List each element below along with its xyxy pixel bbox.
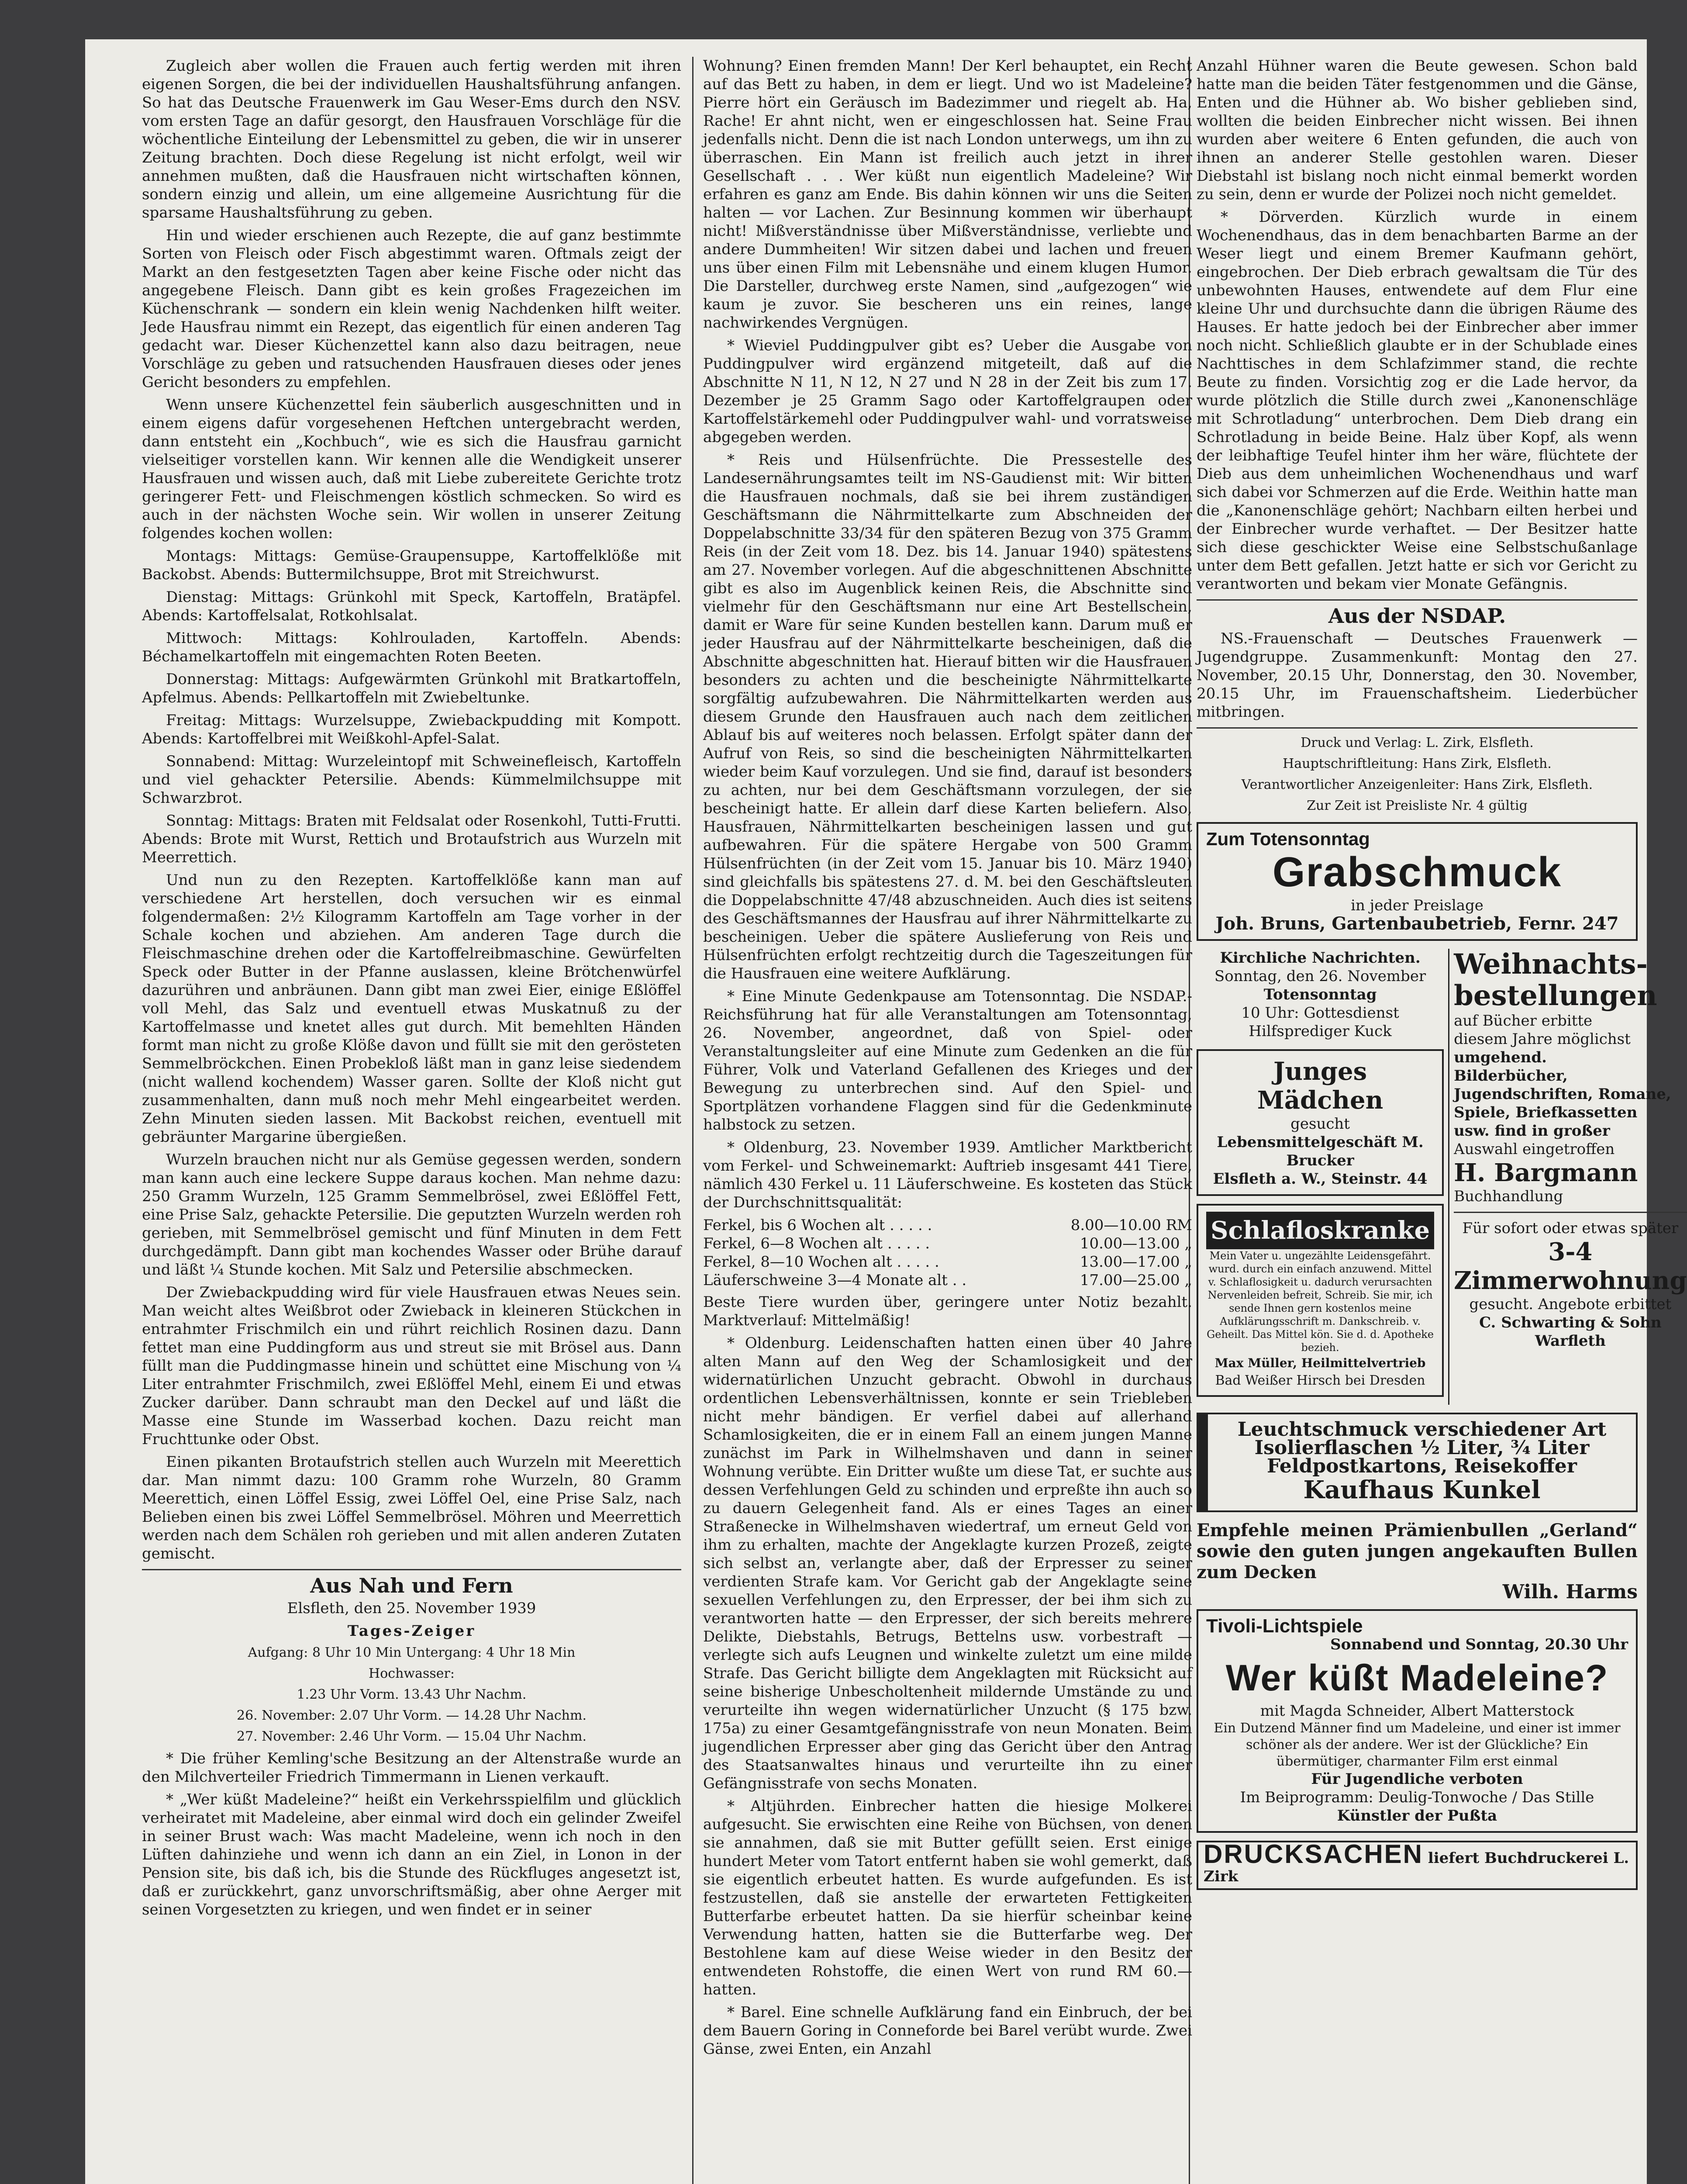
ad-tivoli-youth: Für Jugendliche verboten	[1311, 1770, 1523, 1788]
church-day: Totensonntag	[1263, 986, 1377, 1003]
section-rule	[1197, 727, 1638, 729]
ad-weihnachts-line: umgehend.	[1454, 1049, 1547, 1066]
nsdap-heading: Aus der NSDAP.	[1328, 604, 1506, 628]
church-date: Sonntag, den 26. November	[1214, 968, 1426, 985]
imprint-line: Zur Zeit ist Preisliste Nr. 4 gültig	[1307, 798, 1528, 813]
ad-weihnachts-line: Bilderbücher, Jugendschriften, Romane,	[1454, 1067, 1671, 1103]
ad-weihnachts-name: H. Bargmann	[1454, 1158, 1638, 1187]
hochwasser-label: Hochwasser:	[369, 1666, 455, 1681]
ad-bullen	[1197, 1520, 1638, 1601]
ad-tivoli-header: Tivoli-Lichtspiele	[1206, 1615, 1363, 1637]
ad-grab-footer: Joh. Bruns, Gartenbaubetrieb, Fernr. 247	[1215, 913, 1619, 934]
ad-weihnachts	[1454, 949, 1687, 1405]
menu-day: Mittwoch: Mittags: Kohlrouladen, Kartoffeln. Abends: Béchamelkartoffeln mit eingemachten Roten Beeten.	[142, 629, 681, 665]
recipe-paragraph: Wurzeln brauchen nicht nur als Gemüse gegessen werden, sondern man kann auch eine leckere Suppe daraus kochen. Man nehme dazu: 250 Gramm Wurzeln, 125 Gramm Semmelbrösel, zwei Eßlöffel Fett, eine Prise Salz, gehackte Petersilie. Die geputzten Wurzeln werden roh gerieben, mit Semmelbrösel gemischt und fünf Minuten in dem Fett durchgedämpft. Dann gibt man kochendes Wasser oder Brühe darauf und läßt ¼ Stunde kochen. Mit Salz und Petersilie abschmecken.	[142, 1151, 681, 1279]
news-item: * Eine Minute Gedenkpause am Totensonntag. Die NSDAP.-Reichsführung hat für alle Veranstaltungen am Totensonntag, 26. November, angeordnet, daß von Spiel- oder Veranstaltungsleiter auf eine Minute zum Gedenken an die für Führer, Volk und Vaterland Gefallenen des Krieges und der Bewegung zu unterbrechen sind. Auf den Spiel- und Sportplätzen vorhandene Flaggen sind für die Gedenkminute halbstock zu setzen.	[703, 988, 1192, 1133]
ad-maedchen-address: Elsfleth a. W., Steinstr. 44	[1213, 1170, 1428, 1188]
tide-line: 27. November: 2.46 Uhr Vorm. — 15.04 Uhr Nachm.	[237, 1729, 586, 1744]
market-table	[703, 1216, 1192, 1289]
news-item: * Barel. Eine schnelle Aufklärung fand ein Einbruch, der bei dem Bauern Goring in Conneforde bei Barel verübt wurde. Zwei Gänse, zwei Enten, ein Anzahl	[703, 2004, 1192, 2058]
market-item: Läuferschweine 3—4 Monate alt . .	[703, 1272, 967, 1289]
ad-bullen-text: Empfehle meinen Prämienbullen „Gerland“ sowie den guten jungen angekauften Bullen zum Decken	[1197, 1520, 1638, 1583]
ad-weihnachts-title: Weihnachts-bestellungen	[1454, 948, 1657, 1012]
church-title: Kirchliche Nachrichten.	[1220, 949, 1421, 967]
ad-schlaflos-name: Max Müller, Heilmittelvertrieb	[1214, 1356, 1426, 1370]
church-preacher: Hilfsprediger Kuck	[1249, 1023, 1392, 1040]
ad-schlaflos-text: Mein Vater u. ungezählte Leidensgefährt. wurd. durch ein einfach anzuwend. Mittel v. Schlaflosigkeit u. dadurch verursachten Nervenleiden befreit, Schreib. Sie mir, ich sende Ihnen gern kostenlos meine Aufklärungsschrift m. Dankschreib. v. Geheilt. Das Mittel kön. Sie d. d. Apotheke bezieh.	[1207, 1250, 1434, 1354]
menu-day: Freitag: Mittags: Wurzelsuppe, Zwiebackpudding mit Kompott. Abends: Kartoffelbrei mit Weißkohl-Apfel-Salat.	[142, 712, 681, 747]
ad-druck-big: DRUCKSACHEN	[1204, 1839, 1424, 1869]
menu-day: Dienstag: Mittags: Grünkohl mit Speck, Kartoffeln, Bratäpfel. Abends: Kartoffelsalat, Rotkohlsalat.	[142, 588, 681, 624]
market-row	[703, 1216, 1192, 1234]
market-price: 17.00—25.00 „	[1080, 1272, 1192, 1289]
article-paragraph: Wohnung? Einen fremden Mann! Der Kerl behauptet, ein Recht auf das Bett zu haben, in dem er liegt. Und wo ist Madeleine? Pierre hört ein Geräusch im Badezimmer und riegelt ab. Ha, Rache! Er ahnt nicht, wen er eingeschlossen hat. Seine Frau jedenfalls nicht. Denn die ist nach London unterwegs, um ihn zu überraschen. Ein Mann ist freilich auch jetzt in ihrer Gesellschaft . . . Wer küßt nun eigentlich Madeleine? Wir erfahren es ganz am Ende. Bis dahin können wir uns die Seiten halten — vor Lachen. Zur Besinnung kommen wir überhaupt nicht! Mißverständnisse über Mißverständnisse, verliebte und andere Dummheiten! Wir sitzen dabei und lachen und freuen uns über einen Film mit Lebensnähe und einem klugen Humor. Die Darsteller, durchweg erste Namen, sind „aufgezogen“ wie kaum je zuvor. Sie bescheren uns ein reines, lange nachwirkendes Vergnügen.	[703, 57, 1192, 332]
news-item: * Oldenburg, 23. November 1939. Amtlicher Marktbericht vom Ferkel- und Schweinemarkt: Auftrieb insgesamt 441 Tiere, nämlich 430 Ferkel u. 11 Läuferschweine. Es kosteten das Stück der Durchschnittsqualität:	[703, 1139, 1192, 1211]
market-row	[703, 1234, 1192, 1253]
imprint-line: Druck und Verlag: L. Zirk, Elsfleth.	[1301, 735, 1534, 750]
sun-times: Aufgang: 8 Uhr 10 Min Untergang: 4 Uhr 18 Min	[248, 1645, 576, 1660]
ad-schlaflos-place: Bad Weißer Hirsch bei Dresden	[1215, 1373, 1425, 1388]
news-item: Anzahl Hühner waren die Beute gewesen. Schon bald hatte man die beiden Täter festgenommen und die Gänse, Enten und die Hühner ab. Wo bisher geblieben sind, wollten die beiden Einbrecher nicht wissen. Bei ihnen wurden aber weitere 6 Enten gefunden, die auch von ihnen an anderer Stelle gestohlen waren. Dieser Diebstahl ist bislang noch nicht einmal bemerkt worden zu sein, denn er wurde der Polizei noch nicht gemeldet.	[1197, 57, 1638, 203]
ad-druck-small: liefert Buchdruckerei L. Zirk	[1204, 1849, 1629, 1885]
column-1	[142, 57, 681, 1923]
ad-wohnung	[1454, 1219, 1687, 1350]
menu-day: Sonnabend: Mittag: Wurzeleintopf mit Schweinefleisch, Kartoffeln und viel gehackter Petersilie. Abends: Kümmelmilchsuppe mit Schwarzbrot.	[142, 753, 681, 807]
tide-line: 26. November: 2.07 Uhr Vorm. — 14.28 Uhr Nachm.	[237, 1708, 586, 1723]
ad-kunkel	[1197, 1413, 1638, 1512]
church-service: 10 Uhr: Gottesdienst	[1241, 1004, 1399, 1022]
ad-kunkel-line: Feldpostkartons, Reisekoffer	[1267, 1455, 1577, 1477]
ad-tivoli-when: Sonnabend und Sonntag, 20.30 Uhr	[1330, 1636, 1628, 1653]
ad-tivoli-blurb: Ein Dutzend Männer find um Madeleine, und einer ist immer schöner als der andere. Wer ist der Glückliche? Ein übermütiger, charmanter Film erst einmal	[1214, 1721, 1621, 1769]
ad-wohnung-name: C. Schwarting & Sohn	[1479, 1314, 1662, 1331]
market-item: Ferkel, 6—8 Wochen alt . . . . .	[703, 1235, 930, 1252]
market-price: 10.00—13.00 „	[1080, 1235, 1192, 1252]
article-paragraph: Hin und wieder erschienen auch Rezepte, die auf ganz bestimmte Sorten von Fleisch oder Fisch abgestimmt waren. Oftmals zeigt der Markt an den festgesetzten Tagen aber keine Fische oder nicht das angegebene Fleisch. Dann gibt es kein großes Fragezeichen im Küchenschrank — sondern ein klein wenig Nachdenken hilft weiter. Jede Hausfrau nimmt ein Rezept, das eigentlich für einen anderen Tag gedacht war. Dieser Küchenzettel kann also dazu beitragen, neue Vorschläge zu geben und ratsuchenden Hausfrauen dieses oder jenes Gericht besonders zu empfehlen.	[142, 227, 681, 391]
column-2	[703, 57, 1192, 2063]
menu-day: Donnerstag: Mittags: Aufgewärmten Grünkohl mit Bratkartoffeln, Apfelmus. Abends: Pellkartoffeln mit Zwiebeltunke.	[142, 670, 681, 706]
ad-bullen-name: Wilh. Harms	[1502, 1581, 1638, 1603]
ad-schlaflos-title: Schlafloskranke	[1206, 1212, 1434, 1249]
ad-weihnachts-line: diesem Jahre möglichst	[1454, 1030, 1631, 1048]
ad-weihnachts-line: usw. find in großer	[1454, 1122, 1610, 1140]
article-paragraph: Zugleich aber wollen die Frauen auch fertig werden mit ihren eigenen Sorgen, die bei der individuellen Haushaltsführung anfangen. So hat das Deutsche Frauenwerk im Gau Weser-Ems durch den NSV. vom ersten Tage an dafür gesorgt, den Hausfrauen Vorschläge für die wöchentliche Einteilung der Lebensmittel zu geben, die wir in unserer Zeitung brachten. Doch diese Regelung ist nicht erfolgt, weil wir annehmen mußten, daß die Hausfrauen nicht wirtschaften können, sondern einzig und allein, um eine allgemeine Ausrichtung für die sparsame Haushaltsführung zu geben.	[142, 57, 681, 221]
section-rule	[1197, 599, 1638, 601]
section-rule	[142, 1569, 681, 1570]
column-rule-1	[692, 57, 693, 2184]
ad-weihnachts-line: auf Bücher erbitte	[1454, 1012, 1593, 1030]
local-news-heading: Aus Nah und Fern	[310, 1574, 513, 1597]
ad-wohnung-line: gesucht. Angebote erbittet	[1469, 1296, 1672, 1313]
ad-junges-maedchen	[1197, 1049, 1444, 1196]
market-item: Ferkel, bis 6 Wochen alt . . . . .	[703, 1216, 932, 1234]
news-item: * Wieviel Puddingpulver gibt es? Ueber die Ausgabe von Puddingpulver wird ergänzend mitgeteilt, daß auf die Abschnitte N 11, N 12, N 27 und N 28 in der Zeit bis zum 17. Dezember je 25 Gramm Sago oder Kartoffelgraupen oder Kartoffelstärkemehl oder Puddingpulver wahl- und vorratsweise abgegeben werden.	[703, 337, 1192, 446]
ad-maedchen-title: Junges Mädchen	[1257, 1057, 1383, 1115]
tide-line: 1.23 Uhr Vorm. 13.43 Uhr Nachm.	[297, 1687, 527, 1702]
news-item: * Altjührden. Einbrecher hatten die hiesige Molkerei aufgesucht. Sie erwischten eine Reihe von Büchsen, von denen sie annahmen, daß sie mit Butter gefüllt seien. Erst einige hundert Meter vom Tatort entfernt haben sie wohl gemerkt, daß sie eigentlich erbeutet hatten. Es wurde aufgefunden. Es ist festzustellen, daß sie anstelle der erwarteten Fettigkeiten Butterfarbe erbeutet hatten. Da sie hierfür scheinbar keine Verwendung hatten, hatten sie die Butterfarbe weg. Der Bestohlene kam auf diese Weise wieder in den Besitz der entwendeten Rohstoffe, die einen Wert von rund RM 60.— hatten.	[703, 1797, 1192, 1998]
menu-day: Montags: Mittags: Gemüse-Graupensuppe, Kartoffelklöße mit Backobst. Abends: Buttermilchsuppe, Brot mit Streichwurst.	[142, 547, 681, 583]
ad-grab-top: Zum Totensonntag	[1206, 829, 1370, 849]
ad-tivoli-title: Wer küßt Madeleine?	[1225, 1657, 1609, 1698]
ad-kunkel-name: Kaufhaus Kunkel	[1303, 1476, 1541, 1504]
ad-wohnung-place: Warfleth	[1535, 1332, 1606, 1350]
ad-tivoli-beiprogramm: Im Beiprogramm: Deulig-Tonwoche / Das Stille	[1240, 1789, 1594, 1806]
news-item: * Oldenburg. Leidenschaften hatten einen über 40 Jahre alten Mann auf den Weg der Schamlosigkeit und der widernatürlichen Unzucht gebracht. Obwohl in durchaus ordentlichen Lebensverhältnissen, konnte er sein Triebleben nicht mehr bändigen. Er verfiel dabei auf allerhand Schamlosigkeiten, die er in einem Fall an einem jungen Manne zunächst im Park in Wilhelmshaven und dann in seiner Wohnung verübte. Ein Dritter wußte um diese Tat, er suchte aus dessen Verfehlungen Geld zu schinden und erpreßte ihn auch so zu dauern Gelegenheit fand. Als er eines Tages an einer Straßenecke in Wilhelmshaven wiedertraf, um erneut Geld von ihm zu erhalten, machte der Angeklagte kurzen Prozeß, zeigte sich selbst an, verlangte aber, daß der Erpresser zu seiner verdienten Strafe kam. Vor Gericht gab der Angeklagte seine sexuellen Verfehlungen zu, den Erpresser, der bei ihm sich zu verantworten hatte — den Erpresser, der sich bereits mehrere Delikte, Diebstahls, Betrugs, Bettelns usw. vorbestraft — verlegte sich aufs Leugnen und winkelte zuletzt um eine milde Strafe. Das Gericht billigte dem Angeklagten mit Rücksicht auf seine bisherige Unbescholtenheit mildernde Umstände zu und verurteilte ihn wegen widernatürlicher Unzucht (§ 175 bzw. 175a) zu einer Gesamtgefängnisstrafe von neun Monaten. Beim jugendlichen Erpresser aber ging das Gericht über den Antrag des Staatsanwaltes hinaus und verurteilte ihn zu einer Gefängnisstrafe von sechs Monaten.	[703, 1334, 1192, 1792]
menu-day: Sonntag: Mittags: Braten mit Feldsalat oder Rosenkohl, Tutti-Frutti. Abends: Brote mit Wurst, Rettich und Brotaufstrich aus Wurzeln mit Meerrettich.	[142, 812, 681, 866]
recipe-paragraph: Der Zwiebackpudding wird für viele Hausfrauen etwas Neues sein. Man weicht altes Weißbrot oder Zwieback in kleineren Stückchen in entrahmter Frischmilch ein und rührt reichlich Rosinen dazu. Dann fettet man eine Puddingform aus und streut sie mit Brösel aus. Dann füllt man die Puddingmasse hinein und schüttet eine Mischung von ¼ Liter entrahmter Frischmilch, zwei Eßlöffel Mehl, einem Ei und etwas Zucker darüber. Dann schraubt man den Deckel auf und läßt die Masse eine Stunde im Wasserbad kochen. Dazu reicht man Fruchttunke oder Obst.	[142, 1284, 681, 1448]
dateline: Elsfleth, den 25. November 1939	[287, 1600, 536, 1617]
market-price: 13.00—17.00 „	[1080, 1253, 1192, 1271]
local-news-item: * Die früher Kemling'sche Besitzung an der Altenstraße wurde an den Milchverteiler Friedrich Timmermann in Lienen verkauft.	[142, 1750, 681, 1786]
ad-weihnachts-sub: Buchhandlung	[1454, 1188, 1563, 1205]
ad-grabschmuck	[1197, 822, 1638, 941]
ad-weihnachts-line: Spiele, Briefkassetten	[1454, 1104, 1638, 1121]
ad-wohnung-line: Für sofort oder etwas später	[1462, 1220, 1679, 1237]
recipe-paragraph: Und nun zu den Rezepten. Kartoffelklöße kann man auf verschiedene Art herstellen, doch versuchen wir es einmal folgendermaßen: 2½ Kilogramm Kartoffeln am Tage vorher in der Schale kochen und abziehen. Am anderen Tage durch die Fleischmaschine drehen oder die Kartoffelreibmaschine. Gewürfelten Speck oder Butter in der Pfanne auslassen, kleine Brötchenwürfel dazurühren und anbräunen. Dann gibt man zwei Eier, einige Eßlöffel voll Mehl, das Salz und eventuell etwas Muskatnuß zu der Kartoffelmasse und knetet alles gut durch. Mit bemehlten Händen formt man nicht zu große Klöße davon und füllt sie mit den gerösteten Semmelbröckchen. Einen Probekloß läßt man in ganz leise siedendem (nicht wallend kochendem) Wasser garen. Sollte der Kloß nicht gut zusammenhalten, dann muß noch mehr Mehl eingearbeitet werden. Zehn Minuten sieden lassen. Mit Backobst reichen, eventuell mit gebräunter Margarine übergießen.	[142, 871, 681, 1146]
recipe-paragraph: Einen pikanten Brotaufstrich stellen auch Wurzeln mit Meerettich dar. Man nimmt dazu: 100 Gramm rohe Wurzeln, 80 Gramm Meerettich, einen Löffel Essig, zwei Löffel Oel, eine Prise Salz, nach Belieben einen bis zwei Löffel Semmelbrösel. Möhren und Meerrettich werden nach dem Schälen roh gerieben und mit allen anderen Zutaten gemischt.	[142, 1453, 681, 1562]
ad-kunkel-line: Leuchtschmuck verschiedener Art	[1237, 1418, 1607, 1441]
market-price: 8.00—10.00 RM	[1070, 1216, 1192, 1234]
news-item: * Dörverden. Kürzlich wurde in einem Wochenendhaus, das in dem benachbarten Barme an der Weser liegt und einem Bremer Kaufmann gehört, eingebrochen. Der Dieb erbrach gewaltsam die Tür des unbewohnten Hauses, entwendete auf dem Flur eine kleine Uhr und durchsuchte dann die übrigen Räume des Hauses. Er hatte jedoch bei der Einbrecher aber immer noch nicht. Schließlich glaubte er in der Schublade eines Nachttisches in dem Schlafzimmer stand, die rechte Beute zu finden. Vorsichtig zog er die Lade hervor, da wurde plötzlich die Stille durch zwei „Kanonenschläge mit Schrotladung“ unterbrochen. Dem Dieb drang ein Schrotladung in beide Beine. Halz über Kopf, als wenn der leibhaftige Teufel hinter ihm her wäre, flüchtete der Dieb aus dem unheimlichen Wochenendhaus und warf sich dabei vor Schmerzen auf die Erde. Weithin hatte man die „Kanonenschläge gehört; Nachbarn eilten herbei und der Einbrecher wurde verhaftet. — Der Besitzer hatte sich diese geschickter Weise eine Selbstschußanlage unter dem Bett gefallen. Jetzt hatte er sich vor Gericht zu verantworten und bekam vier Monate Gefängnis.	[1197, 208, 1638, 593]
market-row	[703, 1253, 1192, 1271]
ad-tivoli	[1197, 1609, 1638, 1833]
ad-row-church-books	[1197, 948, 1687, 1405]
church-notice	[1197, 949, 1449, 1405]
ad-tivoli-cast: mit Magda Schneider, Albert Matterstock	[1260, 1702, 1574, 1720]
article-paragraph: Wenn unsere Küchenzettel fein säuberlich ausgeschnitten und in einem eigens dafür vorgesehenen Heftchen untergebracht werden, dann entsteht ein „Kochbuch“, wie es sich die Hausfrau garnicht vielseitiger vorstellen kann. Wir kennen alle die Wendigkeit unserer Hausfrauen und wissen auch, daß mit Liebe zubereitete Gerichte trotz geringerer Fett- und Fleischmengen köstlich schmecken. So wird es auch in der nächsten Woche sein. Wir wollen in unserer Zeitung folgendes kochen wollen:	[142, 396, 681, 542]
ad-grab-main: Grabschmuck	[1272, 849, 1562, 895]
ad-maedchen-line: gesucht	[1290, 1115, 1350, 1133]
ad-tivoli-beiprogramm: Künstler der Pußta	[1337, 1807, 1497, 1825]
ad-kunkel-line: Isolierflaschen ½ Liter, ¾ Liter	[1254, 1437, 1590, 1459]
ad-weihnachts-line: Auswahl eingetroffen	[1454, 1140, 1615, 1158]
local-news-item: * „Wer küßt Madeleine?“ heißt ein Verkehrsspielfilm und glücklich verheiratet mit Madeleine, aber einmal wird doch ein gelinder Zweifel in seiner Brust wach: Was macht Madeleine, wenn ich noch in den Lüften dahinziehe und wenn ich dann an ein Ziel, in Lonon in der Pension site, bis daß ich, bis die Stunde des Rückfluges angesetzt ist, daß er zurückkehrt, ganz unvorschriftsmäßig, aber ohne Aerger mit seinen Vorgesetzten zu kriegen, und wen findet er in seiner	[142, 1791, 681, 1918]
imprint-line: Hauptschriftleitung: Hans Zirk, Elsfleth.	[1283, 756, 1552, 771]
market-row	[703, 1271, 1192, 1289]
section-rule	[1454, 1212, 1687, 1213]
imprint-line: Verantwortlicher Anzeigenleiter: Hans Zirk, Elsfleth.	[1241, 777, 1593, 792]
market-note: Beste Tiere wurden über, geringere unter Notiz bezahlt. Marktverlauf: Mittelmäßig!	[703, 1293, 1192, 1329]
market-item: Ferkel, 8—10 Wochen alt . . . . .	[703, 1253, 939, 1271]
ad-maedchen-shop: Lebensmittelgeschäft M. Brucker	[1217, 1133, 1424, 1169]
ad-wohnung-title: 3-4 Zimmerwohnung	[1454, 1237, 1687, 1295]
news-item: * Reis und Hülsenfrüchte. Die Pressestelle des Landesernährungsamtes teilt im NS-Gaudienst mit: Wir bitten die Hausfrauen nochmals, daß sie bei ihrem zuständigen Geschäftsmann die Nährmittelkarte zum Abschneiden der Doppelabschnitte 33/34 für den späteren Bezug von 375 Gramm Reis (in der Zeit vom 18. Dez. bis 14. Januar 1940) spätestens am 27. November vorlegen. Auf die abgeschnittenen Abschnitte gibt es also im Augenblick keinen Reis, die Abschnitte sind vielmehr für den Geschäftsmann nur eine Art Bestellschein, damit er Ware für seine Kunden bestellen kann. Darum muß er jeder Hausfrau auf der Nährmittelkarte bescheinigen, daß die Abschnitte abgeschnitten hat. Hierauf bitten wir die Hausfrauen besonders zu achten und die bescheinigte Nährmittelkarte sorgfältig aufzubewahren. Die Nährmittelkarten werden aus diesem Grunde den Hausfrauen auch nach dem zeitlichen Ablauf bis auf weiteres noch belassen. Erfolgt später dann der Aufruf von Reis, so sind die bescheinigten Nährmittelkarten wieder beim Kauf vorzulegen. Und sie find, darauf ist besonders zu achten, nur bei dem Geschäftsmann vorzulegen, der sie bescheinigt hatte. Er allein darf diese Karten beliefern. Also, Hausfrauen, Nährmittelkarten bescheinigen lassen und gut aufbewahren. Für die spätere Hergabe von 500 Gramm Hülsenfrüchten (in der Zeit vom 15. Januar bis 10. März 1940) sind gleichfalls bis spätestens 27. d. M. bei den Geschäftsleuten die Doppelabschnitte 47/48 abzuschneiden. Auch dies ist seitens des Geschäftsmannes der Hausfrau auf ihrer Nährmittelkarte zu bescheinigen. Ueber die spätere Auslieferung von Reis und Hülsenfrüchten erfolgt rechtzeitig durch die Tageszeitungen für die Hausfrauen eine weitere Aufklärung.	[703, 451, 1192, 982]
tages-zeiger-title: Tages-Zeiger	[347, 1622, 476, 1640]
nsdap-notice: NS.-Frauenschaft — Deutsches Frauenwerk — Jugendgruppe. Zusammenkunft: Montag den 27. November, 20.15 Uhr, Donnerstag, den 30. November, 20.15 Uhr, im Frauenschaftsheim. Liederbücher mitbringen.	[1197, 630, 1638, 721]
ad-schlaflos	[1197, 1204, 1444, 1397]
column-3	[1197, 57, 1687, 1898]
ad-grab-sub: in jeder Preislage	[1351, 897, 1483, 914]
ad-drucksachen	[1197, 1841, 1638, 1890]
